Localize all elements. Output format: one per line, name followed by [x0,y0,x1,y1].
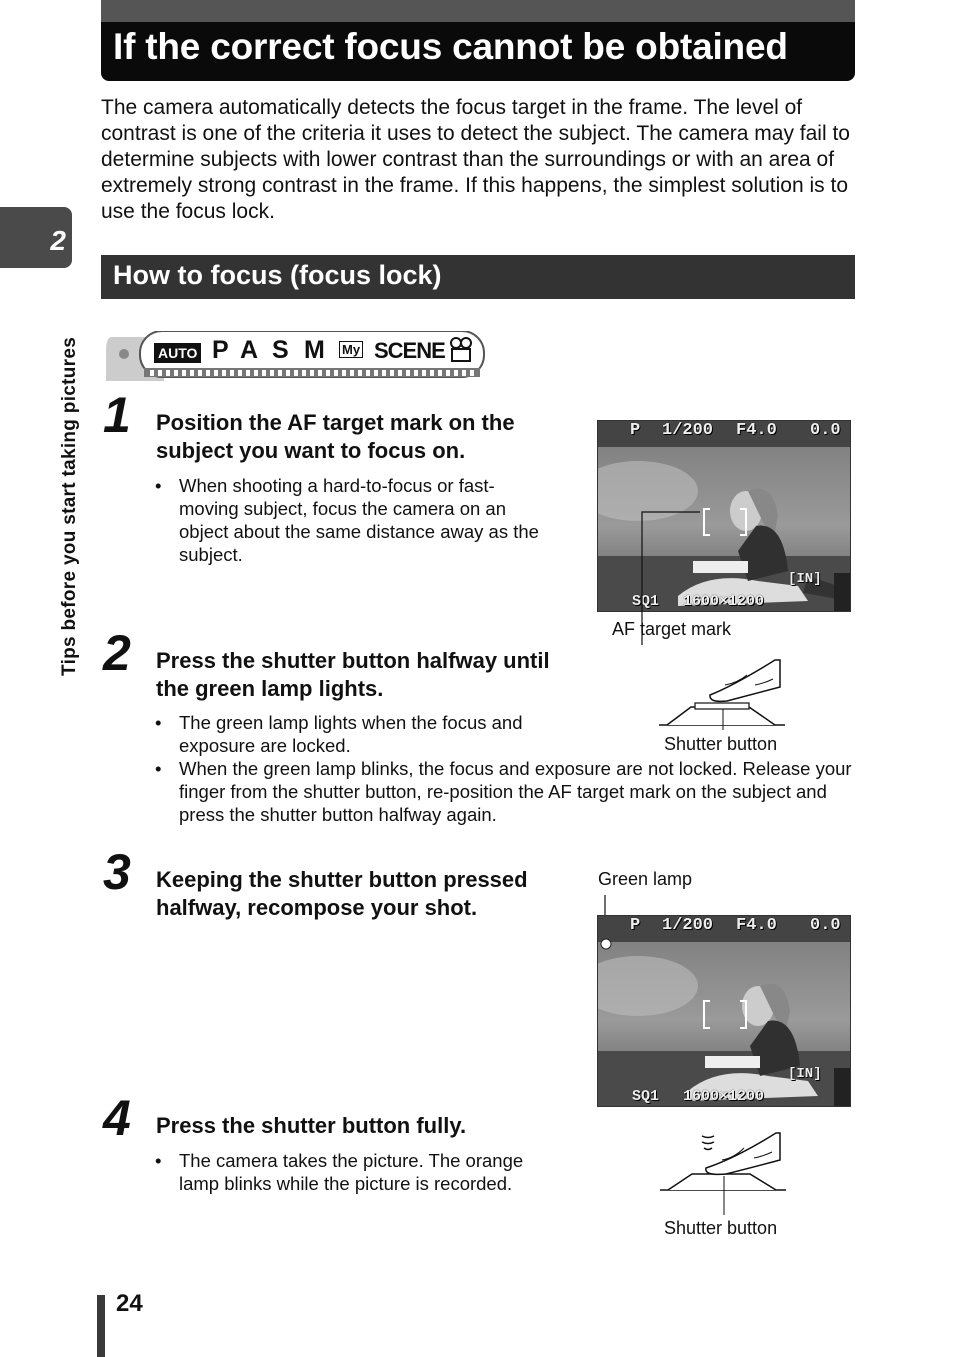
shutter-full-press-illustration [658,1130,793,1220]
bullet-text: When shooting a hard-to-focus or fast-moving subject, focus the camera on an object about the same distance away as the subject. [179,475,539,565]
step-number: 3 [103,844,131,900]
step-number: 2 [103,625,131,681]
bullet-item: • When the green lamp blinks, the focus and exposure are not locked. Release your finger from the shutter button, re-position the AF target mark on the subject and press the shutter button halfway again. [155,758,852,825]
green-lamp-caption: Green lamp [598,869,693,889]
lcd-shutter: 1/200 [662,916,714,935]
chapter-tab [0,207,72,268]
step-title: Position the AF target mark on the subject you want to focus on. [156,410,515,463]
mode-m-label: M [304,336,325,364]
shutter-half-press-illustration [655,655,790,735]
mode-s-label: S [272,336,289,364]
step-number: 1 [103,387,131,443]
bullet-item: • The green lamp lights when the focus and exposure are locked. [155,712,523,756]
lcd-mode: P [630,421,641,440]
shutter-button-caption: Shutter button [664,1218,778,1238]
lcd-memory: [IN] [788,571,822,587]
page-number-bar [97,1295,105,1357]
intro-paragraph: The camera automatically detects the focus target in the frame. The level of contrast is one of the criteria it uses to detect the subject. The camera may fail to determine subjects with lower contrast than the surroundings or with an area of extremely strong contrast in the frame. If this happens, the simplest solution is to use the focus lock. [101,96,850,223]
step-title: Press the shutter button fully. [156,1113,467,1138]
mode-scene-label: SCENE [374,338,445,363]
title-bar [101,0,855,81]
chapter-number: 2 [50,225,66,256]
bullet-text: The camera takes the picture. The orange lamp blinks while the picture is recorded. [179,1150,524,1194]
lcd-ev: 0.0 [810,916,841,935]
movie-icon [447,336,475,369]
mode-auto-label: AUTO [154,343,201,363]
lcd-mode: P [630,916,641,935]
lcd-resolution: 1600×1200 [683,1088,765,1105]
section-heading-bar [101,255,855,299]
mode-p-label: P [212,336,229,364]
lcd-aperture: F4.0 [736,421,777,440]
step-title: Press the shutter button halfway until the green lamp lights. [156,648,550,701]
lcd-aperture: F4.0 [736,916,777,935]
af-target-mark-caption: AF target mark [612,619,732,639]
bullet-text: The green lamp lights when the focus and exposure are locked. [179,712,523,756]
lcd-resolution: 1600×1200 [683,593,765,610]
step-bullets [155,474,540,566]
lcd-memory: [IN] [788,1066,822,1082]
page-title: If the correct focus cannot be obtained [113,26,788,67]
lcd-quality: SQ1 [632,593,660,610]
bullet-text: When the green lamp blinks, the focus and exposure are not locked. Release your finger from the shutter button, re-position the AF target mark on the subject and press the shutter button halfway again. [179,758,852,825]
title-top-stripe [101,0,855,22]
mode-a-label: A [240,336,259,364]
shutter-button-caption: Shutter button [664,734,778,754]
step-number: 4 [103,1090,131,1146]
chapter-title: Tips before you start taking pictures [59,336,80,676]
lcd-ev: 0.0 [810,421,841,440]
lcd-quality: SQ1 [632,1088,660,1105]
section-heading: How to focus (focus lock) [113,260,442,290]
bullet-item: • When shooting a hard-to-focus or fast-moving subject, focus the camera on an object about the same distance away as the subject. [155,475,539,565]
page-number: 24 [116,1290,143,1317]
step-title: Keeping the shutter button pressed halfway, recompose your shot. [156,867,528,920]
lcd-shutter: 1/200 [662,421,714,440]
mode-dial-strip [104,331,486,383]
mode-my-label: My [339,341,363,358]
step-bullets [155,1149,535,1195]
lcd-screen [597,915,851,1107]
bullet-item: • The camera takes the picture. The orange lamp blinks while the picture is recorded. [155,1150,524,1194]
